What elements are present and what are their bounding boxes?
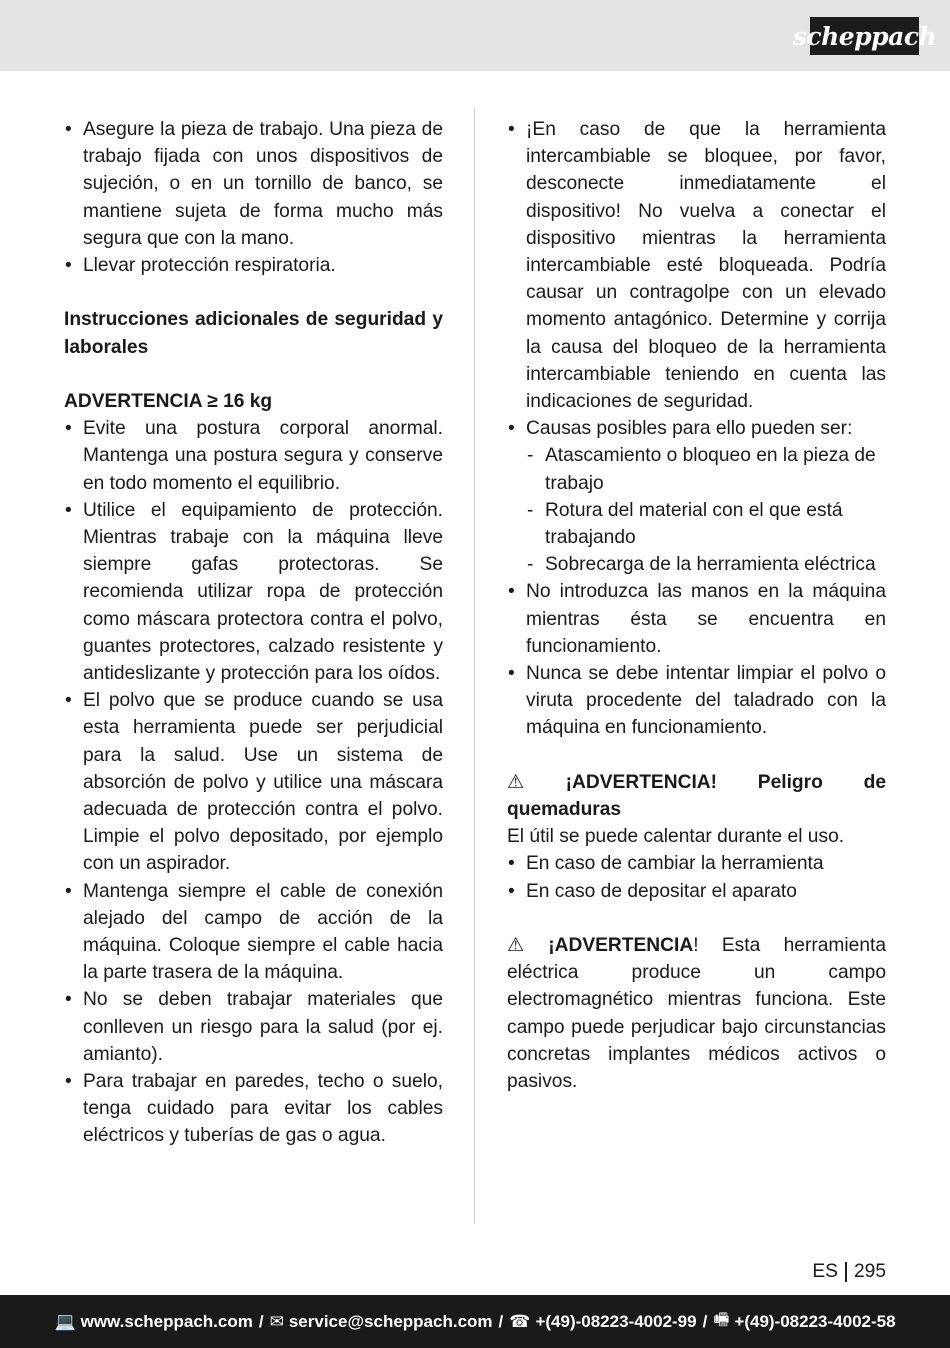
burn-warning-title: ¡ADVERTENCIA! Peligro de quemaduras <box>507 771 886 821</box>
footer-bar <box>0 1295 950 1348</box>
left-column <box>64 116 443 1150</box>
scheppach-logo: scheppach <box>810 17 919 55</box>
burn-warning-list <box>507 850 886 904</box>
right-column <box>507 116 886 1095</box>
footer-separator: / <box>702 1311 708 1331</box>
page-number-separator <box>845 1262 847 1282</box>
page-number <box>812 1261 886 1283</box>
list-item: • No introduzca las manos en la máquina mientras ésta se encuentra en funcionamiento. <box>507 578 886 660</box>
list-item: • Nunca se debe intentar limpiar el polvo o viruta procedente del taladrado con la máquina en funcionamiento. <box>507 660 886 742</box>
footer-fax: +(49)-08223-4002-58 <box>734 1311 896 1331</box>
section-heading: Instrucciones adicionales de seguridad y laborales <box>64 309 443 358</box>
page-number-value: 295 <box>853 1261 886 1282</box>
footer-website-link[interactable]: www.scheppach.com <box>80 1311 253 1331</box>
header-bar <box>0 0 950 71</box>
list-item: • Mantenga siempre el cable de conexión alejado del campo de acción de la máquina. Coloque siempre el cable hacia la parte trasera de la máquina. <box>64 878 443 987</box>
footer-phone: +(49)-08223-4002-99 <box>535 1311 697 1331</box>
causes-list <box>526 442 886 578</box>
bullet-list-safety <box>64 415 443 1149</box>
cause-item: - Atascamiento o bloqueo en la pieza de trabajo <box>526 442 886 496</box>
list-item: • ¡En caso de que la herramienta intercambiable se bloquee, por favor, desconecte inmediatamente el dispositivo! No vuelva a conectar el dispositivo mientras la herramienta intercambiable esté bloqueada. Podría causar un contragolpe con un elevado momento antagónico. Determine y corrija la causa del bloqueo de la herramienta intercambiable teniendo en cuenta las indicaciones de seguridad. <box>507 116 886 415</box>
warning-triangle-icon: ⚠ <box>507 771 560 793</box>
mail-icon: ✉ <box>269 1311 284 1331</box>
warning-weight-heading: ADVERTENCIA ≥ 16 kg <box>64 391 273 412</box>
bullet-list-top <box>64 116 443 279</box>
phone-icon: ☎ <box>509 1311 531 1331</box>
burn-warning-text: El útil se puede calentar durante el uso. <box>507 826 845 848</box>
footer-email-link[interactable]: service@scheppach.com <box>288 1311 493 1331</box>
cause-item: - Rotura del material con el que está trabajando <box>526 497 886 551</box>
cause-item: - Sobrecarga de la herramienta eléctrica <box>526 551 886 578</box>
list-item: • Utilice el equipamiento de protección. Mientras trabaje con la máquina lleve siempre gafas protectoras. Se recomienda utilizar ropa de protección como máscara protectora contra el polvo, guantes protectores, calzado resistente y antideslizante y protección para los oídos. <box>64 497 443 687</box>
causes-label: Causas posibles para ello pueden ser: <box>526 418 853 440</box>
list-item: • Para trabajar en paredes, techo o suelo, tenga cuidado para evitar los cables eléctricos y tuberías de gas o agua. <box>64 1068 443 1150</box>
fax-icon: 🖷 <box>713 1310 730 1329</box>
bullet-list-blocked <box>507 116 886 742</box>
list-item: • El polvo que se produce cuando se usa esta herramienta puede ser perjudicial para la salud. Use un sistema de absorción de polvo y utilice una máscara adecuada de protección contra el polvo. Limpie el polvo depositado, por ejemplo con un aspirador. <box>64 687 443 877</box>
list-item-causes <box>507 415 886 578</box>
list-item: • En caso de depositar el aparato <box>507 878 886 905</box>
list-item: • No se deben trabajar materiales que conlleven un riesgo para la salud (por ej. amianto). <box>64 986 443 1068</box>
footer-separator: / <box>258 1311 264 1331</box>
list-item: • Evite una postura corporal anormal. Mantenga una postura segura y conserve en todo momento el equilibrio. <box>64 415 443 497</box>
list-item: • Llevar protección respiratoria. <box>64 252 443 279</box>
column-divider <box>474 108 475 1224</box>
footer-separator: / <box>498 1311 504 1331</box>
burn-warning-heading <box>507 769 886 823</box>
list-item: • En caso de cambiar la herramienta <box>507 850 886 877</box>
em-warning-text: ! Esta herramienta eléctrica produce un campo electromagnético mientras funciona. Este campo puede perjudicar bajo circunstancias concretas implantes médicos activos o pasivos. <box>507 935 886 1093</box>
list-item: • Asegure la pieza de trabajo. Una pieza de trabajo fijada con unos dispositivos de sujeción, o en un tornillo de banco, se mantiene sujeta de forma mucho más segura que con la mano. <box>64 116 443 252</box>
em-warning-paragraph <box>507 932 886 1095</box>
page-language: ES <box>812 1261 838 1282</box>
em-warning-title: ¡ADVERTENCIA <box>548 935 694 957</box>
computer-icon: 💻 <box>54 1311 76 1331</box>
warning-triangle-icon: ⚠ <box>507 935 543 957</box>
